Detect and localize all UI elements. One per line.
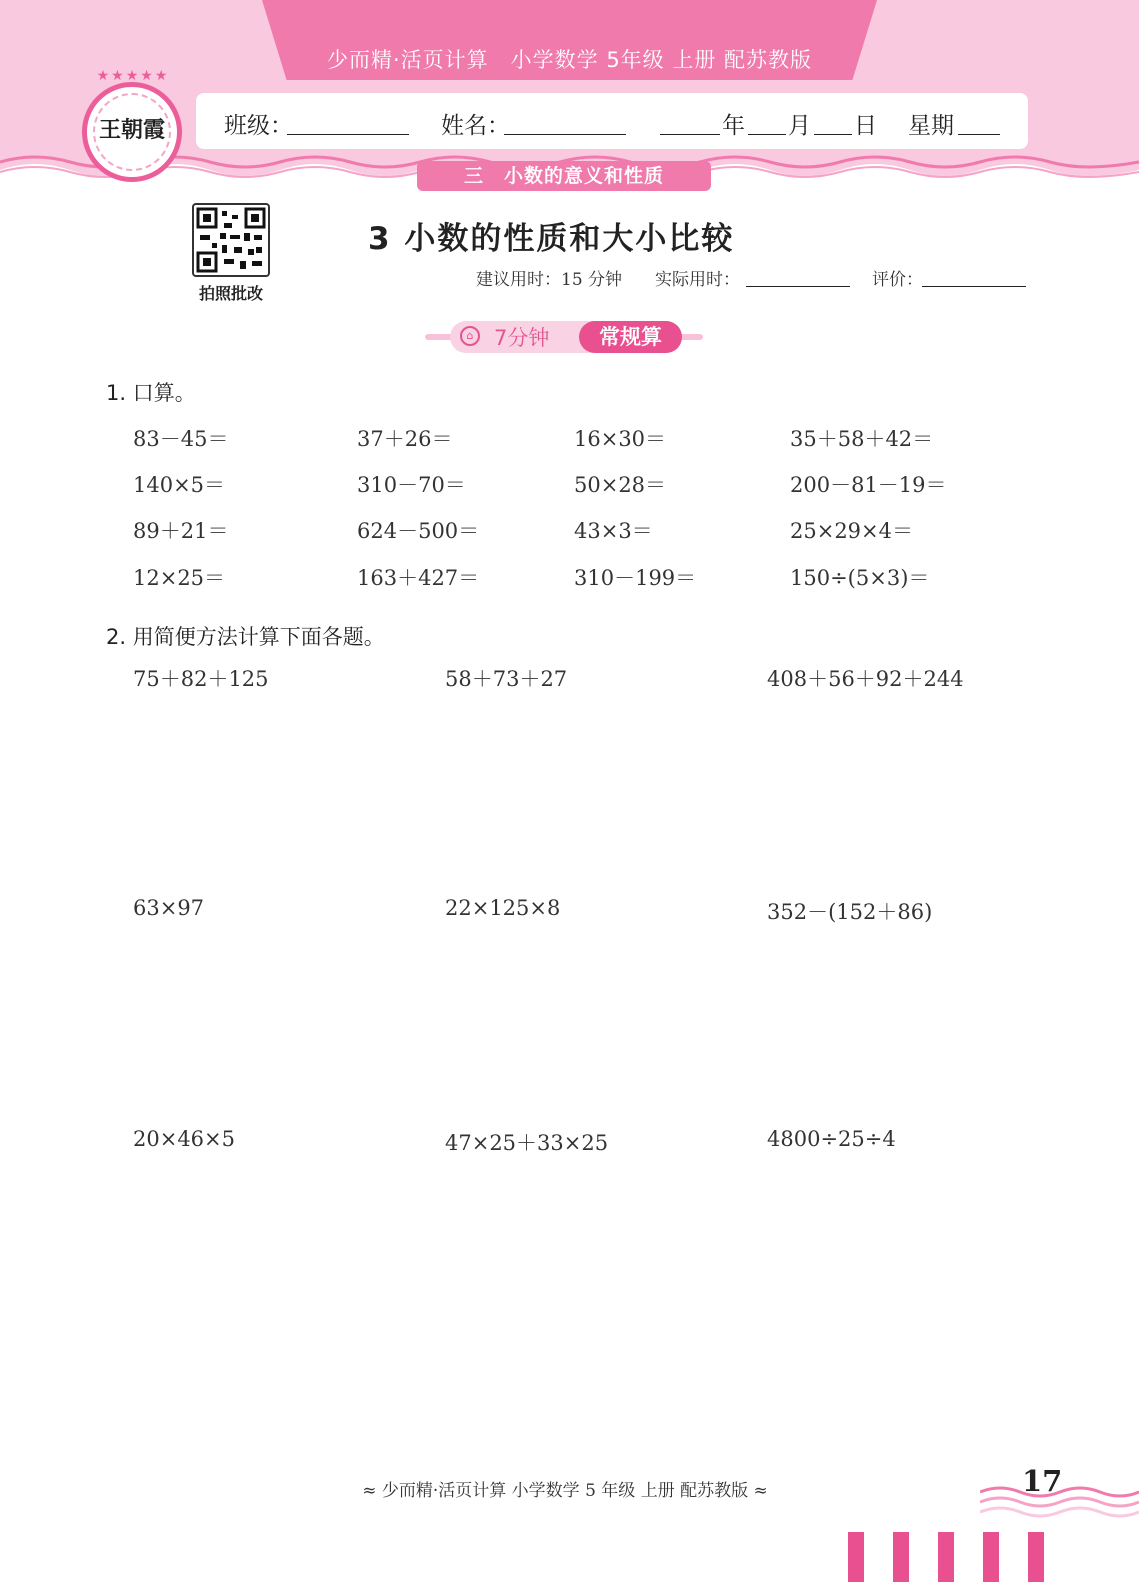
oral-item: 310－70＝ — [357, 473, 466, 497]
logo-text: 王朝霞 — [98, 117, 165, 143]
oral-item: 16×30＝ — [574, 427, 667, 451]
simplify-item: 47×25＋33×25 — [445, 1131, 609, 1155]
name-field[interactable] — [504, 134, 626, 135]
simplify-item: 20×46×5 — [133, 1127, 235, 1151]
oral-item: 310－199＝ — [574, 566, 697, 590]
week-label: 星期 — [908, 113, 954, 139]
oral-item: 43×3＝ — [574, 519, 653, 543]
actual-time-field[interactable] — [746, 286, 850, 287]
timer-tag: 常规算 — [579, 321, 682, 353]
qr-code-icon[interactable] — [192, 203, 270, 277]
week-field[interactable] — [958, 134, 1000, 135]
oral-item: 35＋58＋42＝ — [790, 427, 934, 451]
simplify-item: 408＋56＋92＋244 — [767, 667, 964, 691]
lesson-title: 3 小数的性质和大小比较 — [368, 221, 735, 257]
student-info-card — [196, 93, 1028, 149]
brand-logo — [82, 82, 182, 182]
class-label: 班级： — [224, 113, 293, 139]
question-1-title: 1. 口算。 — [106, 381, 196, 405]
qr-caption: 拍照批改 — [198, 284, 263, 303]
simplify-item: 22×125×8 — [445, 896, 561, 920]
month-field[interactable] — [748, 134, 786, 135]
oral-item: 50×28＝ — [574, 473, 667, 497]
edge-bar — [983, 1532, 999, 1582]
simplify-item: 352－(152＋86) — [767, 900, 933, 924]
day-field[interactable] — [814, 134, 852, 135]
actual-time-label: 实际用时： — [655, 270, 740, 290]
oral-item: 37＋26＝ — [357, 427, 453, 451]
suggested-time: 建议用时：15 分钟 — [476, 270, 623, 290]
edge-bar — [938, 1532, 954, 1582]
edge-bar — [848, 1532, 864, 1582]
simplify-item: 58＋73＋27 — [445, 667, 568, 691]
oral-item: 140×5＝ — [133, 473, 226, 497]
simplify-item: 75＋82＋125 — [133, 667, 269, 691]
oral-item: 25×29×4＝ — [790, 519, 913, 543]
evaluation-label: 评价： — [872, 270, 923, 290]
oral-item: 83－45＝ — [133, 427, 229, 451]
name-label: 姓名： — [441, 113, 510, 139]
oral-item: 624－500＝ — [357, 519, 480, 543]
year-label: 年 — [722, 113, 745, 139]
month-label: 月 — [788, 113, 811, 139]
simplify-item: 63×97 — [133, 896, 205, 920]
evaluation-field[interactable] — [922, 286, 1026, 287]
page-number: 17 — [1022, 1464, 1063, 1498]
edge-bar — [893, 1532, 909, 1582]
qr-pattern — [194, 205, 268, 275]
oral-item: 150÷(5×3)＝ — [790, 566, 930, 590]
class-field[interactable] — [287, 134, 409, 135]
year-field[interactable] — [660, 134, 720, 135]
chapter-badge: 三 小数的意义和性质 — [417, 161, 711, 191]
oral-item: 89＋21＝ — [133, 519, 229, 543]
day-label: 日 — [854, 113, 877, 139]
oral-item: 12×25＝ — [133, 566, 226, 590]
timer-duration: 7分钟 — [494, 326, 550, 350]
simplify-item: 4800÷25÷4 — [767, 1127, 896, 1151]
oral-item: 200－81－19＝ — [790, 473, 947, 497]
edge-bar — [1028, 1532, 1044, 1582]
oral-item: 163＋427＝ — [357, 566, 480, 590]
series-title: 少而精·活页计算 小学数学 5年级 上册 配苏教版 — [326, 48, 813, 72]
clock-icon: ⌂ — [460, 326, 480, 346]
logo-stars-icon: ★★★★★ — [96, 68, 170, 84]
footer-text: ≈ 少而精·活页计算 小学数学 5 年级 上册 配苏教版 ≈ — [362, 1481, 768, 1501]
question-2-title: 2. 用简便方法计算下面各题。 — [106, 625, 385, 649]
